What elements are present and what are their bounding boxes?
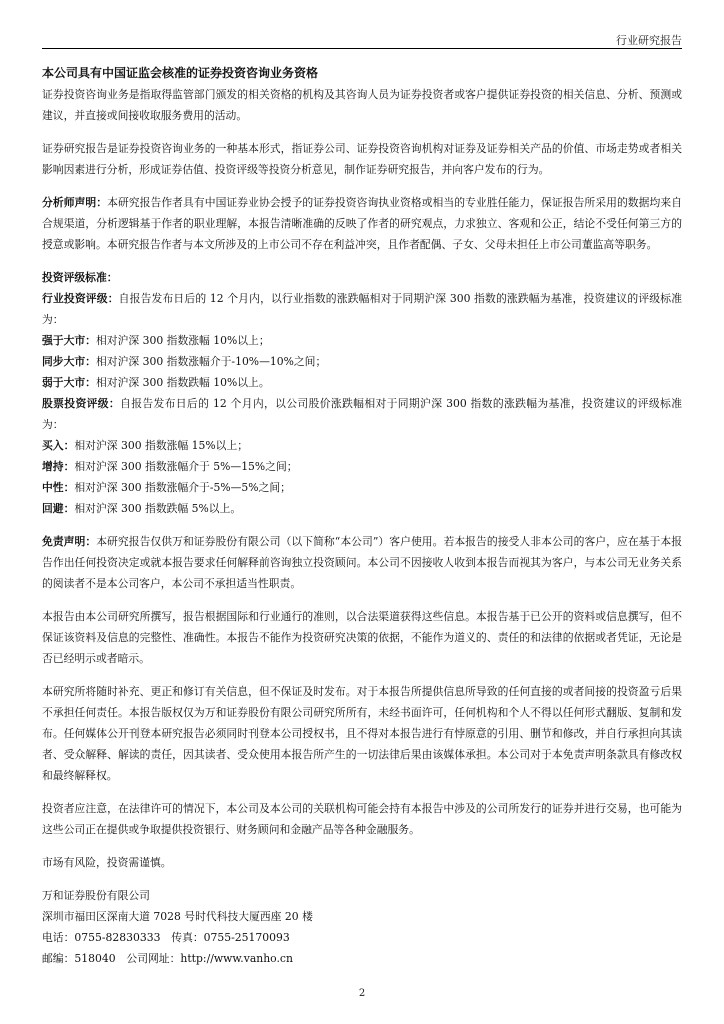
industry-rating-paragraph [42, 288, 682, 330]
rating-item-neutral: 中性：相对沪深 300 指数涨幅介于-5%—5%之间； [42, 481, 291, 494]
analyst-statement-label: 分析师声明： [42, 196, 108, 209]
page-number: 2 [358, 988, 366, 999]
stock-rating-text: 自报告发布日后的 12 个月内，以公司股价涨跌幅相对于同期沪深 300 指数的涨跌幅为基准，投资建议的评级标准为： [42, 397, 683, 431]
rating-item-underperform: 弱于大市：相对沪深 300 指数跌幅 10%以上。 [42, 376, 270, 389]
information-source-paragraph: 本报告由本公司研究所撰写，报告根据国际和行业通行的准则，以合法渠道获得这些信息。本报告基于已公开的资料或信息撰写，但不保证该资料及信息的完整性、准确性。本报告不能作为投资研究决策的依据，不能作为道义的、责任的和法律的依据或者凭证，无论是否已经明示或者暗示。 [42, 610, 682, 665]
rating-item-buy: 买入：相对沪深 300 指数涨幅 15%以上； [42, 439, 249, 452]
company-postal-website: 邮编：518040 公司网址：http://www.vanho.cn [42, 952, 293, 965]
analyst-statement-text: 本研究报告作者具有中国证券业协会授予的证券投资咨询执业资格或相当的专业胜任能力，保证报告所采用的数据均来自合规渠道，分析逻辑基于作者的职业理解，本报告清晰准确的反映了作者的研究观点，力求独立、客观和公正，结论不受任何第三方的授意或影响。本研究报告作者与本文所涉及的上市公司不存在利益冲突，且作者配偶、子女、父母未担任上市公司董监高等职务。 [42, 196, 682, 251]
disclaimer-paragraph [42, 531, 682, 594]
consulting-definition-paragraph: 证券投资咨询业务是指取得监管部门颁发的相关资格的机构及其咨询人员为证券投资者或客户提供证券投资的相关信息、分析、预测或建议，并直接或间接收取服务费用的活动。 [42, 88, 682, 122]
analyst-statement-paragraph [42, 192, 682, 255]
stock-rating-label: 股票投资评级： [42, 397, 121, 410]
rating-standards-section [42, 267, 682, 519]
disclaimer-label: 免责声明： [42, 535, 97, 548]
qualification-title: 本公司具有中国证监会核准的证券投资咨询业务资格 [42, 66, 319, 80]
copyright-paragraph: 本研究所将随时补充、更正和修订有关信息，但不保证及时发布。对于本报告所提供信息所导致的任何直接的或者间接的投资盈亏后果不承担任何责任。本报告版权仅为万和证券股份有限公司研究所所有，未经书面许可，任何机构和个人不得以任何形式翻版、复制和发布。任何媒体公开刊登本研究报告必须同时刊登本公司授权书，且不得对本报告进行有悖原意的引用、删节和修改，并自行承担向其读者、受众解释、解读的责任，因其读者、受众使用本报告所产生的一切法律后果由该媒体承担。本公司对于本免责声明条款具有修改权和最终解释权。 [42, 685, 682, 782]
company-address: 深圳市福田区深南大道 7028 号时代科技大厦西座 20 楼 [42, 910, 313, 923]
rating-item-inline: 同步大市：相对沪深 300 指数涨幅介于-10%—10%之间； [42, 355, 327, 368]
company-phone-fax: 电话：0755-82830333 传真：0755-25170093 [42, 931, 290, 944]
rating-item-accumulate: 增持：相对沪深 300 指数涨幅介于 5%—15%之间； [42, 460, 298, 473]
conflict-notice-paragraph: 投资者应注意，在法律许可的情况下，本公司及本公司的关联机构可能会持有本报告中涉及的公司所发行的证券并进行交易，也可能为这些公司正在提供或争取提供投资银行、财务顾问和金融产品等各种金融服务。 [42, 802, 682, 836]
rating-standards-heading: 投资评级标准： [42, 271, 118, 284]
header-report-type: 行业研究报告 [616, 34, 682, 47]
stock-rating-paragraph [42, 393, 682, 435]
rating-item-outperform: 强于大市：相对沪深 300 指数涨幅 10%以上； [42, 334, 270, 347]
industry-rating-text: 自报告发布日后的 12 个月内，以行业指数的涨跌幅相对于同期沪深 300 指数的涨跌幅为基准，投资建议的评级标准为： [42, 292, 682, 326]
industry-rating-label: 行业投资评级： [42, 292, 119, 305]
header-divider [42, 48, 682, 49]
rating-item-avoid: 回避：相对沪深 300 指数跌幅 5%以上。 [42, 502, 242, 515]
document-body [42, 62, 682, 969]
company-contact-block [42, 885, 682, 969]
company-name: 万和证券股份有限公司 [42, 889, 150, 902]
disclaimer-text: 本研究报告仅供万和证券股份有限公司（以下简称“本公司”）客户使用。若本报告的接受人非本公司的客户，应在基于本报告作出任何投资决定或就本报告要求任何解释前咨询独立投资顾问。本公司不因接收人收到本报告而视其为客户，与本公司无业务关系的阅读者不是本公司客户，本公司不承担适当性职责。 [42, 535, 682, 590]
research-report-definition-paragraph: 证券研究报告是证券投资咨询业务的一种基本形式，指证券公司、证券投资咨询机构对证券及证券相关产品的价值、市场走势或者相关影响因素进行分析，形成证券估值、投资评级等投资分析意见，制作证券研究报告，并向客户发布的行为。 [42, 142, 682, 176]
risk-warning: 市场有风险，投资需谨慎。 [42, 856, 172, 869]
